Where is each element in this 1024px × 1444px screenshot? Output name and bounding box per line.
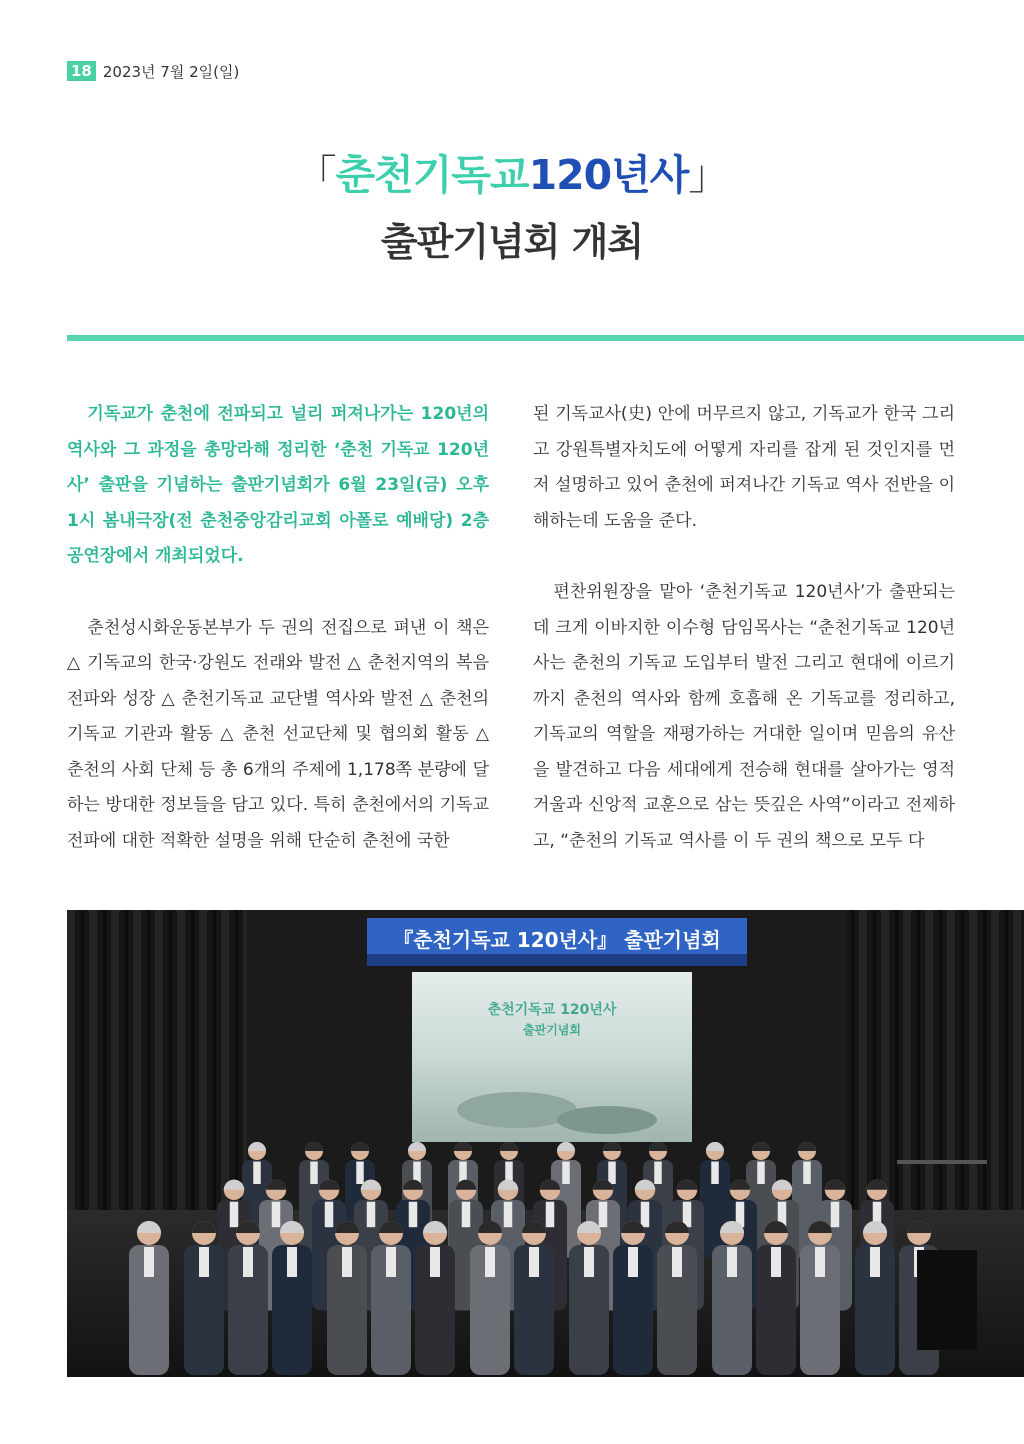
body-column-left xyxy=(67,397,489,859)
body-paragraph: 편찬위원장을 맡아 ‘춘천기독교 120년사’가 출판되는 데 크게 이바지한 이수형 담임목사는 “춘천기독교 120년사는 춘천의 기독교 도입부터 발전 그리고 현대에 이르기까지 춘천의 역사와 함께 호흡해 온 기독교를 정리하고, 기독교의 역할을 재평가하는 거대한 일이며 믿음의 유산을 발견하고 다음 세대에게 전승해 현대를 살아가는 영적 거울과 신앙적 교훈으로 삼는 뜻깊은 사역”이라고 전제하고, “춘천의 기독교 역사를 이 두 권의 책으로 모두 다 xyxy=(533,582,955,851)
banner-text: 『춘천기독교 120년사』 출판기념회 xyxy=(393,928,721,952)
person-shirt xyxy=(529,1247,539,1277)
title-teal-part: 춘천기독교 xyxy=(335,151,529,199)
title-close-bracket: 」 xyxy=(688,151,729,199)
issue-date: 2023년 7월 2일(일) xyxy=(102,62,240,81)
person-shirt xyxy=(367,1202,376,1228)
person-shirt xyxy=(727,1247,737,1277)
person-shirt xyxy=(504,1202,513,1228)
person-shirt xyxy=(711,1162,719,1185)
person-shirt xyxy=(584,1247,594,1277)
person-shirt xyxy=(272,1202,281,1228)
lead-paragraph: 기독교가 춘천에 전파되고 널리 퍼져나가는 120년의 역사와 그 과정을 총망라해 정리한 ‘춘천 기독교 120년사’ 출판을 기념하는 출판기념회가 6월 23일(금) 오후 1시 봄내극장(전 춘천중앙감리교회 아폴로 예배당) 2층 공연장에서 개최되었다. xyxy=(67,404,489,566)
person-shirt xyxy=(831,1202,840,1228)
photo-illustration xyxy=(67,910,1024,1377)
person-shirt xyxy=(672,1247,682,1277)
screen-text-2: 출판기념회 xyxy=(523,1023,581,1037)
person-shirt xyxy=(310,1162,318,1185)
person-shirt xyxy=(815,1247,825,1277)
person-shirt xyxy=(409,1202,418,1228)
page-number: 18 xyxy=(67,61,96,81)
person-shirt xyxy=(599,1202,608,1228)
event-group-photo xyxy=(67,910,1024,1377)
person-shirt xyxy=(757,1162,765,1185)
person-shirt xyxy=(199,1247,209,1277)
person-shirt xyxy=(253,1162,261,1185)
person-shirt xyxy=(144,1247,154,1277)
person-shirt xyxy=(546,1202,555,1228)
page-header xyxy=(67,60,239,82)
person-shirt xyxy=(641,1202,650,1228)
person-shirt xyxy=(356,1162,364,1185)
person-shirt xyxy=(771,1247,781,1277)
person-shirt xyxy=(230,1202,239,1228)
body-paragraph: 춘천성시화운동본부가 두 권의 전집으로 펴낸 이 책은 △ 기독교의 한국·강원도 전래와 발전 △ 춘천지역의 복음 전파와 성장 △ 춘천기독교 교단별 역사와 발전 △ 춘천의 기독교 기관과 활동 △ 춘천 선교단체 및 협의회 활동 △ 춘천의 사회 단체 등 총 6개의 주제에 1,178쪽 분량에 달하는 방대한 정보들을 담고 있다. 특히 춘천에서의 기독교 전파에 대한 적확한 설명을 위해 단순히 춘천에 국한 xyxy=(67,617,489,851)
person-shirt xyxy=(485,1247,495,1277)
person-shirt xyxy=(803,1162,811,1185)
person-shirt xyxy=(342,1247,352,1277)
title-divider xyxy=(67,335,1024,341)
person-shirt xyxy=(386,1247,396,1277)
screen-text-1: 춘천기독교 120년사 xyxy=(487,1002,617,1018)
person-shirt xyxy=(430,1247,440,1277)
article-title xyxy=(0,145,1024,271)
person-shirt xyxy=(462,1202,471,1228)
person-shirt xyxy=(287,1247,297,1277)
title-main xyxy=(0,145,1024,205)
person-shirt xyxy=(243,1247,253,1277)
body-column-right xyxy=(533,397,955,859)
person-shirt xyxy=(562,1162,570,1185)
title-open-bracket: 「 xyxy=(295,151,336,199)
person-shirt xyxy=(325,1202,334,1228)
title-blue-part: 120년사 xyxy=(528,151,689,199)
person-shirt xyxy=(628,1247,638,1277)
person-shirt xyxy=(654,1162,662,1185)
title-subtitle: 출판기념회 개최 xyxy=(380,220,644,264)
person-shirt xyxy=(608,1162,616,1185)
person-shirt xyxy=(870,1247,880,1277)
body-paragraph-continued: 된 기독교사(史) 안에 머무르지 않고, 기독교가 한국 그리고 강원특별자치도에 어떻게 자리를 잡게 된 것인지를 먼저 설명하고 있어 춘천에 퍼져나간 기독교 역사 전반을 이해하는데 도움을 준다. xyxy=(533,404,955,531)
